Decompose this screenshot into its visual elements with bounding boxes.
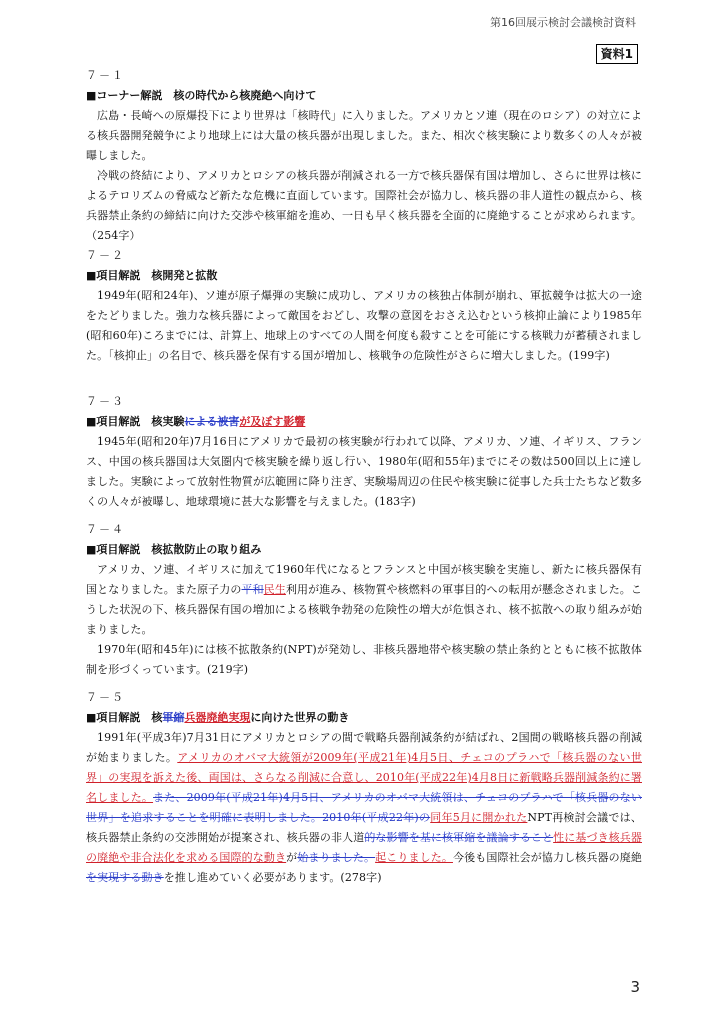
deleted-text: また、2009年(平成21年)4月5日、アメリカのオバマ大統領は、チェコのプラハで「核兵器のない世界」を追求することを明確に表明しました。2010年(平成22年)の (86, 791, 642, 824)
section-heading: ■項目解説 核開発と拡散 (86, 269, 218, 282)
heading-text: ■項目解説 核 (86, 711, 163, 724)
section-heading (86, 412, 642, 432)
heading-text: ■項目解説 核実験 (86, 415, 185, 428)
heading-text: に向けた世界の動き (250, 711, 350, 724)
deleted-text: を実現する動き (86, 871, 164, 884)
heading-insertion: が及ぼす影響 (239, 415, 306, 428)
section-heading (86, 708, 642, 728)
text-run: NPT再検討会議では、核兵器禁止条約の交渉開始が提案され、核兵器の非人道 (86, 811, 642, 844)
text-run: 利用が進み、核物質や核燃料の軍事目的への転用が懸念されました。こうした状況の下、核兵器保有国の増加による核戦争勃発の危険性の増大が危惧され、核不拡散への取り組みが始まりました。 (86, 583, 643, 636)
section-paragraph: 広島・長崎への原爆投下により世界は「核時代」に入りました。アメリカとソ連（現在のロシア）の対立による核兵器開発競争により地球上には大量の核兵器が出現しました。また、相次ぐ核実験により数多くの人々が被曝しました。 (86, 109, 642, 162)
section-number: ７－１ (86, 69, 125, 82)
section-heading: ■項目解説 核拡散防止の取り組み (86, 543, 262, 556)
text-run: アメリカ、ソ連、イギリスに加えて1960年代になるとフランスと中国が核実験を実施し、新たに核兵器保有国となりました。また原子力の (86, 563, 642, 596)
text-run: が (286, 851, 298, 864)
section-paragraph: 1949年(昭和24年)、ソ連が原子爆弾の実験に成功し、アメリカの核独占体制が崩れ、軍拡競争は拡大の一途をたどりました。強力な核兵器によって敵国をおどし、攻撃の意図をおさえ込むという核抑止論により1985年(昭和60年)ころまでには、計算上、地球上のすべての人間を何度も殺すことを可能にする核戦力が蓄積されました。「核抑止」の名目で、核兵器を保有する国が増加し、核戦争の危険性がさらに増大しました。(199字) (86, 289, 642, 362)
document-header-title: 第16回展示検討会議検討資料 (490, 16, 636, 29)
inserted-text: アメリカのオバマ大統領が2009年(平成21年)4月5日、チェコのプラハで「核兵器のない世界」の実現を訴えた後、両国は、さらなる削減に合意し、2010年(平成22年)4月8日に新戦略兵器削減条約に署名しました。 (86, 751, 642, 804)
section-paragraph: 1945年(昭和20年)7月16日にアメリカで最初の核実験が行われて以降、アメリカ、ソ連、イギリス、フランス、中国の核兵器国は大気圏内で核実験を繰り返し行い、1980年(昭和55年)までにその数は500回以上に達しました。実験によって放射性物質が広範囲に降り注ぎ、実験場周辺の住民や核実験に従事した兵士たちなど数多くの人々が被曝し、地球環境に甚大な影響を与えました。(183字) (86, 435, 642, 508)
document-label-box: 資料1 (596, 44, 638, 64)
section-number: ７－２ (86, 249, 125, 262)
section-heading: ■コーナー解説 核の時代から核廃絶へ向けて (86, 89, 317, 102)
text-run: 1991年(平成3年)7月31日にアメリカとロシアの間で戦略兵器削減条約が結ばれ、2国間の戦略核兵器の削減が始まりました。 (86, 731, 642, 764)
section-7-5 (86, 688, 642, 888)
section-paragraph (86, 560, 642, 640)
section-number: ７－５ (86, 691, 125, 704)
section-paragraph: 1970年(昭和45年)には核不拡散条約(NPT)が発効し、非核兵器地帯や核実験の禁止条約とともに核不拡散体制を形づくっています。(219字) (86, 643, 642, 676)
section-7-4 (86, 520, 642, 680)
section-paragraph: 冷戦の終結により、アメリカとロシアの核兵器が削減される一方で核兵器保有国は増加し、さらに世界は核によるテロリズムの脅威など新たな危機に直面しています。国際社会が協力し、核兵器の非人道性の観点から、核兵器禁止条約の締結に向けた交渉や核軍縮を進め、一日も早く核兵器を全面的に廃絶することが求められます。（254字） (86, 169, 642, 242)
text-run: 今後も国際社会が協力し核兵器の廃絶 (452, 851, 642, 864)
section-7-2 (86, 246, 642, 366)
deleted-text: 的な影響を基に核軍縮を議論すること (364, 831, 554, 844)
heading-insertion: 兵器廃絶実現 (184, 711, 251, 724)
section-7-1 (86, 66, 642, 246)
inserted-text: 民生 (263, 583, 286, 596)
section-number: ７－３ (86, 395, 125, 408)
inserted-text: 同年5月に開かれた (430, 811, 528, 824)
inserted-text: 性に基づき核兵器の廃絶や非合法化を求める国際的な動き (86, 831, 642, 864)
deleted-text: 始まりました。 (297, 851, 376, 864)
heading-deletion: による被害 (184, 415, 240, 428)
heading-deletion: 軍縮 (162, 711, 185, 724)
page-number: 3 (630, 978, 640, 996)
section-7-3 (86, 392, 642, 512)
inserted-text: 起こりました。 (375, 851, 453, 864)
section-number: ７－４ (86, 523, 125, 536)
section-paragraph (86, 728, 642, 888)
deleted-text: 平和 (241, 583, 264, 596)
text-run: を推し進めていく必要があります。(278字) (163, 871, 382, 884)
